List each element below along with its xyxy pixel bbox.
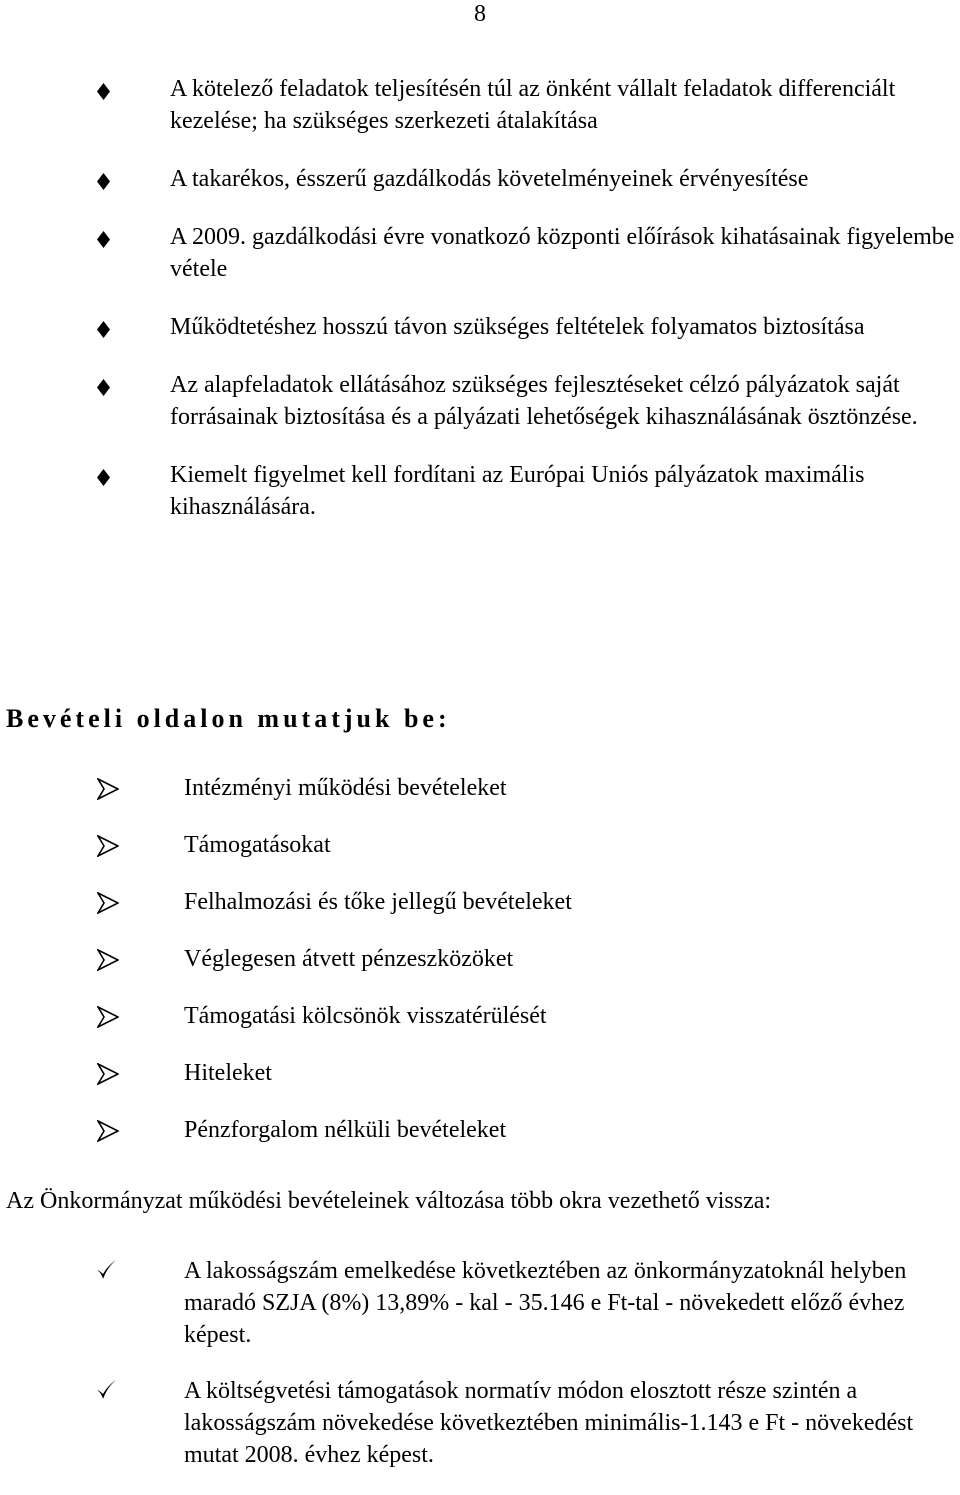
diamond-icon xyxy=(97,83,110,100)
list-item xyxy=(0,73,960,137)
list-item-text: A 2009. gazdálkodási évre vonatkozó központi előírások kihatásainak figyelembe vétele xyxy=(170,224,955,282)
list-item xyxy=(0,1114,960,1171)
list-item xyxy=(0,459,960,523)
list-item xyxy=(0,311,960,343)
intro-paragraph: Az Önkormányzat működési bevételeinek változása több okra vezethető vissza: xyxy=(6,1188,772,1214)
diamond-icon xyxy=(97,379,110,396)
list-item-text: Hiteleket xyxy=(184,1060,272,1086)
list-item xyxy=(0,1000,960,1057)
list-item xyxy=(0,163,960,195)
page-number: 8 xyxy=(474,1,486,27)
diamond-icon xyxy=(97,321,110,338)
change-list xyxy=(0,1255,960,1495)
arrowhead-icon xyxy=(97,1063,119,1085)
arrowhead-icon xyxy=(97,1120,119,1142)
list-item-text: A lakosságszám emelkedése következtében az önkormányzatoknál helyben maradó SZJA (8%) 13,89% - kal - 35.146 e Ft-tal - növekedett előző évhez képest. xyxy=(184,1258,907,1348)
section-heading: Bevételi oldalon mutatjuk be: xyxy=(6,704,451,733)
list-item-text: Támogatási kölcsönök visszatérülését xyxy=(184,1003,547,1029)
list-item-text: Véglegesen átvett pénzeszközöket xyxy=(184,946,514,972)
list-item xyxy=(0,1375,960,1471)
list-item-text: A takarékos, ésszerű gazdálkodás követelményeinek érvényesítése xyxy=(170,166,809,192)
diamond-icon xyxy=(97,173,110,190)
list-item xyxy=(0,369,960,433)
arrowhead-icon xyxy=(97,949,119,971)
arrowhead-icon xyxy=(97,835,119,857)
list-item-text: A költségvetési támogatások normatív módon elosztott része szintén a lakosságszám növekedése következtében minimális-1.143 e Ft - növekedést mutat 2008. évhez képest. xyxy=(184,1378,914,1468)
diamond-icon xyxy=(97,231,110,248)
arrowhead-icon xyxy=(97,892,119,914)
arrowhead-icon xyxy=(97,778,119,800)
objectives-list xyxy=(0,73,960,549)
list-item-text: Az alapfeladatok ellátásához szükséges fejlesztéseket célzó pályázatok saját forrásainak biztosítása és a pályázati lehetőségek kihasználásának ösztönzése. xyxy=(170,372,918,430)
list-item-text: Működtetéshez hosszú távon szükséges feltételek folyamatos biztosítása xyxy=(170,314,865,340)
list-item xyxy=(0,772,960,829)
list-item-text: A kötelező feladatok teljesítésén túl az önként vállalt feladatok differenciált kezelése; ha szükséges szerkezeti átalakítása xyxy=(170,76,896,134)
checkmark-icon xyxy=(95,1379,117,1401)
list-item xyxy=(0,1255,960,1351)
checkmark-icon xyxy=(95,1259,117,1281)
list-item xyxy=(0,1057,960,1114)
list-item xyxy=(0,943,960,1000)
list-item-text: Támogatásokat xyxy=(184,832,331,858)
list-item xyxy=(0,221,960,285)
list-item-text: Kiemelt figyelmet kell fordítani az Európai Uniós pályázatok maximális kihasználására. xyxy=(170,462,865,520)
diamond-icon xyxy=(97,469,110,486)
list-item xyxy=(0,886,960,943)
arrowhead-icon xyxy=(97,1006,119,1028)
list-item xyxy=(0,829,960,886)
list-item-text: Intézményi működési bevételeket xyxy=(184,775,507,801)
revenue-list xyxy=(0,772,960,1171)
list-item-text: Felhalmozási és tőke jellegű bevételeket xyxy=(184,889,572,915)
list-item-text: Pénzforgalom nélküli bevételeket xyxy=(184,1117,507,1143)
